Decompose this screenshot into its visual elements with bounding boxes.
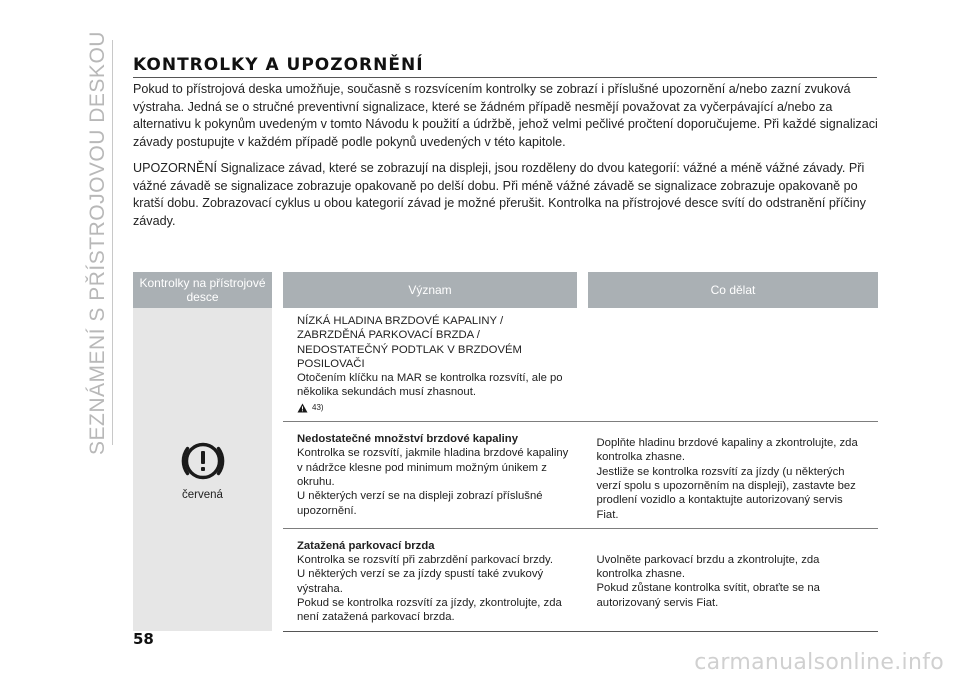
meaning-cell — [278, 422, 583, 529]
meaning-heading: Zatažená parkovací brzda — [297, 539, 435, 552]
lamp-cell — [133, 308, 278, 631]
action-cell — [583, 422, 879, 529]
action-cell — [583, 528, 879, 631]
meaning-text: Kontrolka se rozsvítí při zabrzdění parkovací brzdy. U některých verzí se za jízdy spustí také zvukový výstraha. Pokud se kontrolka rozsvítí za jízdy, zkontrolujte, zda není zatažená parkovací brzda. — [297, 554, 562, 624]
header-action: Co dělat — [583, 272, 879, 308]
meaning-heading: Nedostatečné množství brzdové kapaliny — [297, 433, 518, 446]
meaning-text: NÍZKÁ HLADINA BRZDOVÉ KAPALINY / ZABRZDĚNÁ PARKOVACÍ BRZDA / NEDOSTATEČNÝ PODTLAK V BRZDOVÉM POSILOVAČI Otočením klíčku na MAR se kontrolka rozsvítí, ale po několika sekundách musí zhasnout. — [297, 315, 563, 399]
action-text: Uvolněte parkovací brzdu a zkontrolujte, zda kontrolka zhasne. Pokud zůstane kontrolka svítit, obraťte se na autorizovaný servis Fiat. — [596, 553, 820, 609]
header-meaning: Význam — [278, 272, 583, 308]
notice-paragraph: UPOZORNĚNÍ Signalizace závad, které se zobrazují na displeji, jsou rozděleny do dvou kategorií: vážné a méně vážné závady. Při vážné závadě se signalizace zobrazuje opakovaně po delší dobu. Při méně vážné závadě se signalizace zobrazuje opakovaně po kratší dobu. Zobrazovací cyklus u obou kategorií závad je možné přerušit. Kontrolka na přístrojové desce svítí do odstranění příčiny závady. — [133, 161, 866, 228]
intro-paragraph: Pokud to přístrojová deska umožňuje, současně s rozsvícením kontrolky se zobrazí i příslušné upozornění a/nebo zazní zvuková výstraha. Jedná se o stručné preventivní signalizace, které se žádném případě nesmějí považovat za vyčerpávající a/nebo za alternativu k pokynům uvedeným v tomto Návodu k použití a údržbě, jehož velmi pečlivé pročtení doporučujeme. Při každé signalizaci závady postupujte v každém případě podle pokynů uvedených v této kapitole. — [133, 82, 878, 149]
side-divider — [112, 40, 113, 445]
title-rule — [133, 77, 877, 78]
header-lamps: Kontrolky na přístrojové desce — [133, 272, 278, 308]
table-row — [133, 308, 878, 422]
warning-lights-table — [133, 272, 878, 632]
table-header-row — [133, 272, 878, 308]
warning-reference — [297, 401, 569, 415]
page-number: 58 — [133, 630, 154, 648]
action-cell — [583, 308, 879, 422]
warning-reference-number: 43) — [312, 402, 324, 412]
warning-triangle-icon — [297, 403, 308, 413]
watermark: carmanualsonline.info — [694, 650, 944, 675]
side-section-tab — [84, 30, 112, 455]
page-title: KONTROLKY A UPOZORNĚNÍ — [133, 55, 424, 75]
meaning-cell — [278, 308, 583, 422]
meaning-cell — [278, 528, 583, 631]
action-text: Doplňte hladinu brzdové kapaliny a zkontrolujte, zda kontrolka zhasne. Jestliže se kontrolka rozsvítí za jízdy (u některých verzí spolu s upozorněním na displeji), zastavte bez prodlení vozidlo a kontaktujte autorizovaný servis Fiat. — [596, 437, 858, 521]
meaning-text: Kontrolka se rozsvítí, jakmile hladina brzdové kapaliny v nádržce klesne pod minimum možným únikem z okruhu. U některých verzí se na displeji zobrazí příslušné upozornění. — [297, 447, 569, 517]
brake-warning-icon — [179, 437, 227, 485]
lamp-color-label: červená — [182, 488, 223, 501]
side-section-label: SEZNÁMENÍ S PŘÍSTROJOVOU DESKOU — [86, 30, 109, 455]
